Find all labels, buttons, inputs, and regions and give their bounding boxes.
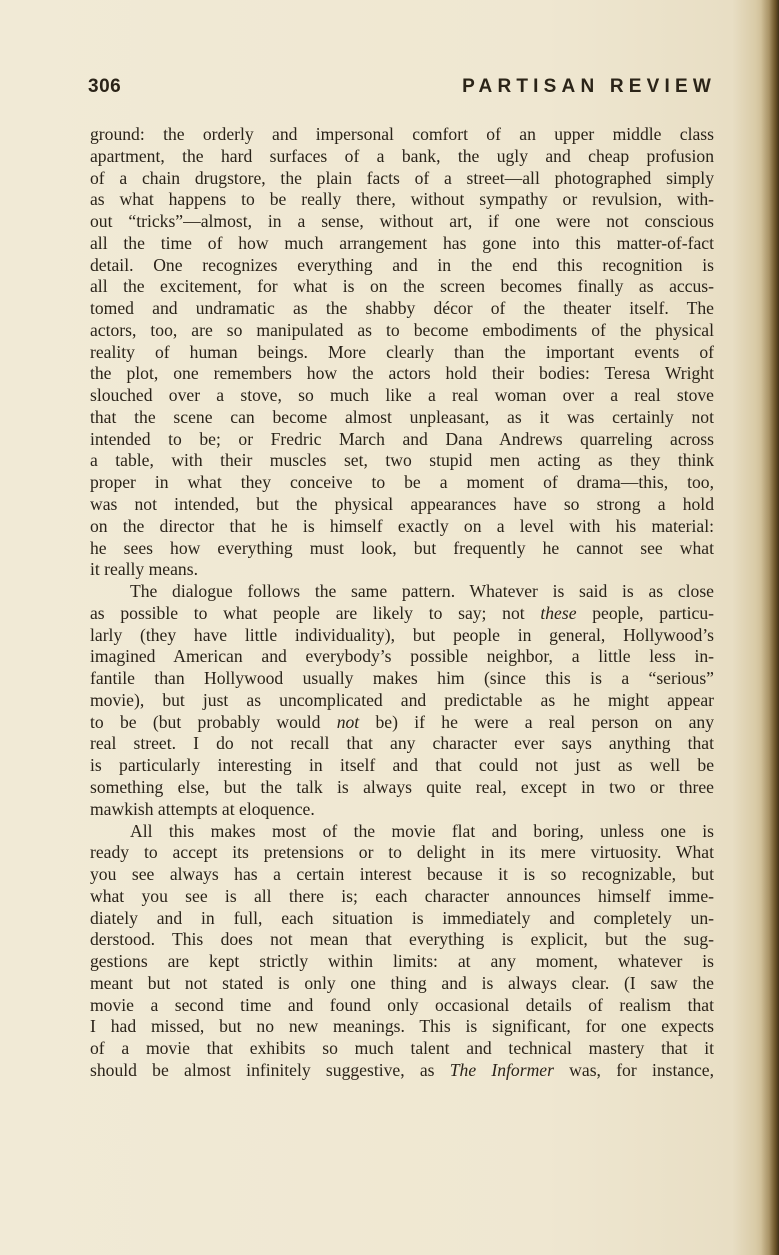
page-number: 306 [88,76,122,97]
text-line: real street. I do not recall that any character ever says anything that [90,733,714,754]
italic-emphasis: The Informer [449,1059,554,1080]
text-line: of a movie that exhibits so much talent and technical mastery that it [90,1038,714,1059]
text-line: diately and in full, each situation is immediately and completely un- [90,907,714,928]
text-line: something else, but the talk is always quite real, except in two or three [90,776,714,797]
text-line: is particularly interesting in itself and that could not just as well be [90,755,714,776]
italic-emphasis: not [336,711,360,732]
italic-emphasis: these [540,602,577,623]
text-line: reality of human beings. More clearly than the important events of [90,341,714,362]
text-line: that the scene can become almost unpleasant, as it was certainly not [90,406,714,427]
text-line: of a chain drugstore, the plain facts of a street—all photographed simply [90,167,714,188]
text-line: movie), but just as uncomplicated and predictable as he might appear [90,689,714,710]
page-header [88,76,718,102]
text-line: should be almost infinitely suggestive, as The Informer was, for instance, [90,1059,714,1080]
text-line: I had missed, but no new meanings. This is significant, for one expects [90,1016,714,1037]
text-line: meant but not stated is only one thing and is always clear. (I saw the [90,972,714,993]
body-text [90,124,714,1082]
text-line: larly (they have little individuality), but people in general, Hollywood’s [90,624,714,645]
text-line: to be (but probably would not be) if he were a real person on any [90,711,714,732]
text-line: The dialogue follows the same pattern. Whatever is said is as close [130,581,714,602]
text-line: ground: the orderly and impersonal comfort of an upper middle class [90,124,714,144]
text-line: actors, too, are so manipulated as to become embodiments of the physical [90,319,714,340]
text-line: as what happens to be really there, without sympathy or revulsion, with- [90,189,714,210]
text-line: you see always has a certain interest because it is so recognizable, but [90,864,714,885]
text-line: apartment, the hard surfaces of a bank, the ugly and cheap profusion [90,145,714,166]
text-line: the plot, one remembers how the actors hold their bodies: Teresa Wright [90,363,714,384]
text-line: on the director that he is himself exactly on a level with his material: [90,515,714,536]
text-line: intended to be; or Fredric March and Dana Andrews quarreling across [90,428,714,449]
text-line: ready to accept its pretensions or to delight in its mere virtuosity. What [90,842,714,863]
page-edge-shadow [761,0,779,1255]
text-line: he sees how everything must look, but frequently he cannot see what [90,537,714,558]
text-line: fantile than Hollywood usually makes him (since this is a “serious” [90,668,714,689]
text-line: gestions are kept strictly within limits: at any moment, whatever is [90,951,714,972]
text-line: movie a second time and found only occasional details of realism that [90,994,714,1015]
text-line: as possible to what people are likely to say; not these people, particu- [90,602,714,623]
text-line: what you see is all there is; each character announces himself imme- [90,885,714,906]
text-line: slouched over a stove, so much like a real woman over a real stove [90,385,714,406]
running-head: PARTISAN REVIEW [462,76,716,97]
text-line: out “tricks”—almost, in a sense, without art, if one were not conscious [90,211,714,232]
text-line: was not intended, but the physical appearances have so strong a hold [90,494,714,515]
text-line: derstood. This does not mean that everything is explicit, but the sug- [90,929,714,950]
text-line: all the time of how much arrangement has gone into this matter-of-fact [90,232,714,253]
text-line: detail. One recognizes everything and in the end this recognition is [90,254,714,275]
text-line: mawkish attempts at eloquence. [90,798,315,819]
text-line: imagined American and everybody’s possible neighbor, a little less in- [90,646,714,667]
text-line: a table, with their muscles set, two stupid men acting as they think [90,450,714,471]
text-line: all the excitement, for what is on the screen becomes finally as accus- [90,276,714,297]
text-line: proper in what they conceive to be a moment of drama—this, too, [90,472,714,493]
text-line: it really means. [90,559,198,580]
text-line: tomed and undramatic as the shabby décor of the theater itself. The [90,298,714,319]
text-line: All this makes most of the movie flat and boring, unless one is [130,820,714,841]
